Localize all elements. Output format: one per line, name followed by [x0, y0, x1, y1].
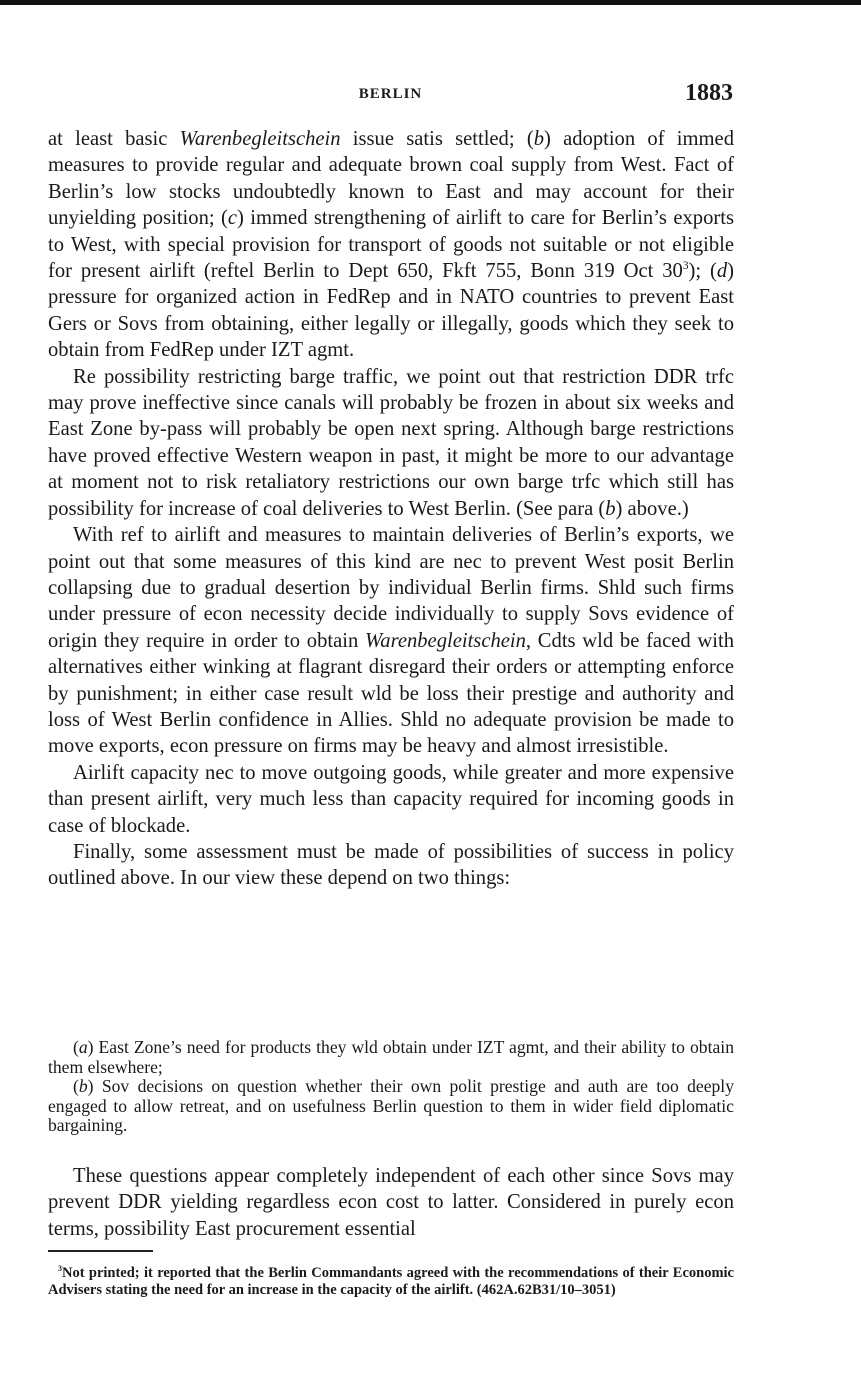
page-top-edge: [0, 0, 861, 5]
italic-term: a: [78, 1037, 88, 1057]
list-item-b: (b) Sov decisions on question whether their own polit prestige and auth are too deeply engaged to allow retreat, and on usefulness Berlin question to them in wider field diplomatic bargaining.: [48, 1076, 734, 1135]
italic-term: b: [533, 128, 544, 150]
closing-paragraph: These questions appear completely independent of each other since Sovs may prevent DDR yielding regardless econ cost to latter. Considered in purely econ terms, possibility East procurement essential: [48, 1165, 734, 1240]
condition-list: [48, 1038, 734, 1136]
page-number: 1883: [685, 80, 733, 106]
italic-term: Warenbegleitschein: [179, 128, 341, 150]
list-item-a: (a) East Zone’s need for products they wld obtain under IZT agmt, and their ability to obtain them elsewhere;: [48, 1037, 734, 1077]
paragraph-1: at least basic Warenbegleitschein issue satis settled; (b) adoption of immed measures to provide regular and adequate brown coal supply from West. Fact of Berlin’s low stocks undoubtedly known to East and may account for their unyielding position; (c) immed strengthening of airlift to care for Berlin’s exports to West, with special provision for transport of goods not suitable or not eligible for present airlift (reftel Berlin to Dept 650, Fkft 755, Bonn 319 Oct $30^3$); (d) pressure for organized action in FedRep and in NATO countries to prevent East Gers or Sovs from obtaining, either legally or illegally, goods which they seek to obtain from FedRep under IZT agmt.: [48, 128, 734, 362]
footnote-divider: [48, 1250, 153, 1252]
footnote-marker: 3: [682, 260, 689, 273]
closing-text: [48, 1163, 734, 1242]
footnote-3: $^3$Not printed; it reported that the Berlin Commandants agreed with the recommendations of their Economic Advisers stating the need for an increase in the capacity of the airlift. (462A.62B31/10–3051): [48, 1264, 734, 1298]
paragraph-5: Finally, some assessment must be made of possibilities of success in policy outlined above. In our view these depend on two things:: [48, 840, 734, 890]
paragraph-4: Airlift capacity nec to move outgoing goods, while greater and more expensive than present airlift, very much less than capacity required for incoming goods in case of blockade.: [48, 761, 734, 837]
running-head-title: BERLIN: [358, 86, 423, 102]
paragraph-2: Re possibility restricting barge traffic, we point out that restriction DDR trfc may prove ineffective since canals will probably be frozen in about six weeks and East Zone by-pass will probably be open next spring. Although barge restrictions have proved effective Western weapon in past, it might be more to our advantage at moment not to risk retaliatory restrictions our own barge trfc which still has possibility for increase of coal deliveries to West Berlin. (See para (b) above.): [48, 365, 734, 520]
italic-term: c: [227, 207, 238, 230]
footnote-marker: 3: [58, 1264, 62, 1274]
italic-term: b: [78, 1076, 88, 1096]
italic-term: b: [605, 497, 616, 520]
paragraph-3: With ref to airlift and measures to maintain deliveries of Berlin’s exports, we point out that some measures of this kind are nec to prevent West posit Berlin collapsing due to gradual desertion by individual Berlin firms. Shld such firms under pressure of econ necessity decide individually to supply Sovs evidence of origin they require in order to obtain Warenbegleitschein, Cdts wld be faced with alternatives either winking at flagrant disregard their orders or attempting enforce by punishment; in either case result wld be loss their prestige and authority and loss of West Berlin confidence in Allies. Shld no adequate provision be made to move exports, econ pressure on firms may be heavy and almost irresistible.: [48, 524, 734, 758]
italic-term: Warenbegleitschein: [365, 629, 526, 652]
italic-term: d: [716, 260, 728, 283]
body-text: [48, 126, 734, 892]
